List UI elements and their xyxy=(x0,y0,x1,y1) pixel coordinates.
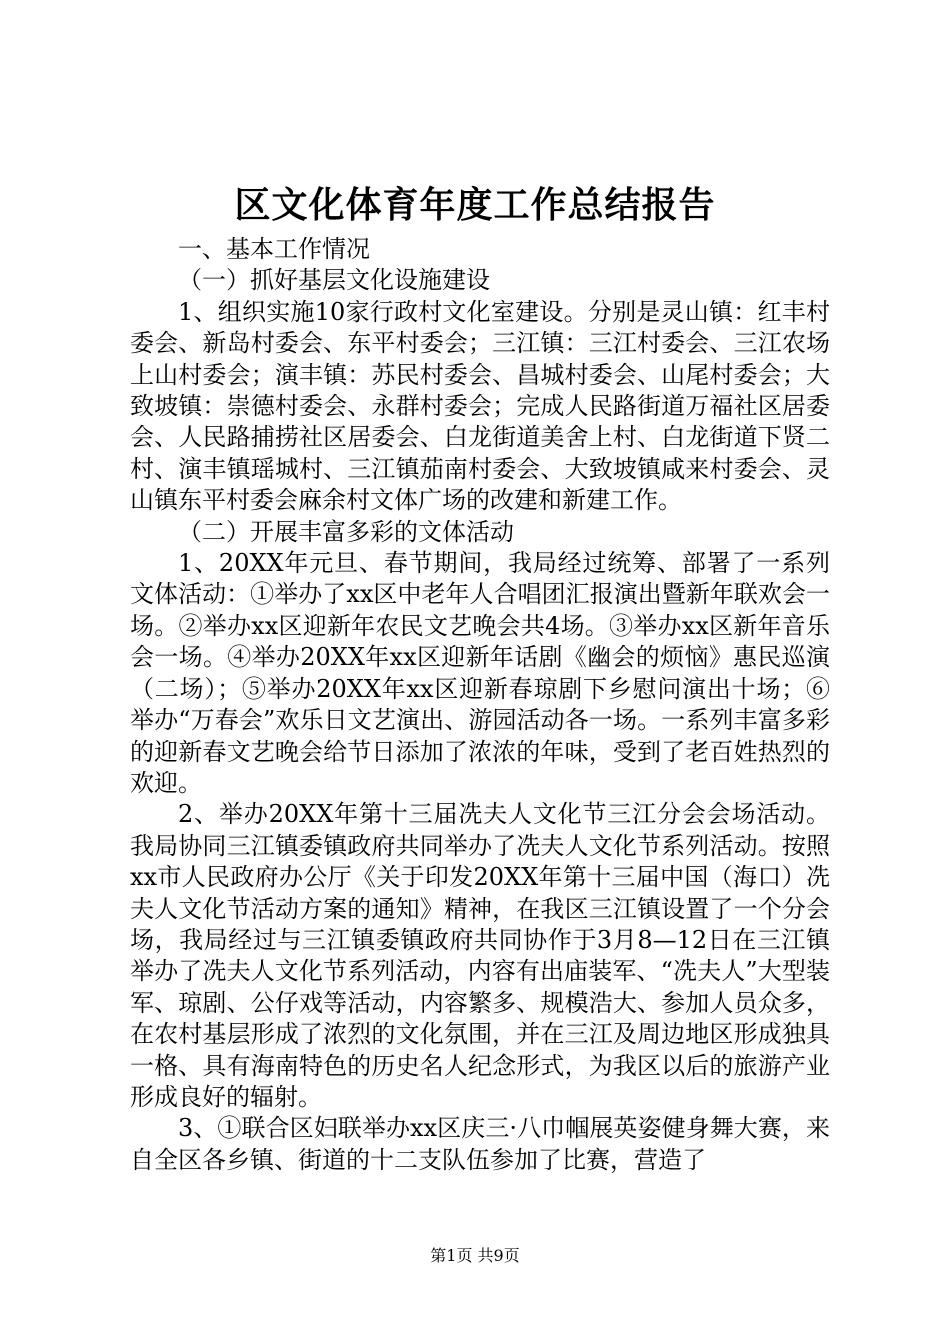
body-paragraph: 1、20XX年元旦、春节期间，我局经过统筹、部署了一系列文体活动：①举办了xx区中老年人合唱团汇报演出暨新年联欢会一场。②举办xx区迎新年农民文艺晚会共4场。③举办xx区新年音乐会一场。④举办20XX年xx区迎新年话剧《幽会的烦恼》惠民巡演（二场）；⑤举办20XX年xx区迎新春琼剧下乡慰问演出十场；⑥举办“万春会”欢乐日文艺演出、游园活动各一场。一系列丰富多彩的迎新春文艺晚会给节日添加了浓浓的年味，受到了老百姓热烈的欢迎。 xyxy=(130,549,830,797)
body-paragraph: 1、组织实施10家行政村文化室建设。分别是灵山镇：红丰村委会、新岛村委会、东平村委会；三江镇：三江村委会、三江农场上山村委会；演丰镇：苏民村委会、昌城村委会、山尾村委会；大致坡镇：崇德村委会、永群村委会；完成人民路街道万福社区居委会、人民路捕捞社区居委会、白龙街道美舍上村、白龙街道下贤二村、演丰镇瑶城村、三江镇茄南村委会、大致坡镇咸来村委会、灵山镇东平村委会麻余村文体广场的改建和新建工作。 xyxy=(130,297,830,515)
page-footer: 第1页 共9页 xyxy=(430,1246,520,1265)
body-paragraph: 3、①联合区妇联举办xx区庆三·八巾帼展英姿健身舞大赛，来自全区各乡镇、街道的十二支队伍参加了比赛，营造了 xyxy=(130,1114,830,1174)
section-heading: 一、基本工作情况 xyxy=(178,235,370,263)
subsection-heading: （一）抓好基层文化设施建设 xyxy=(178,266,490,295)
subsection-heading: （二）开展丰富多彩的文体活动 xyxy=(178,517,514,546)
document-body xyxy=(130,234,830,1176)
body-paragraph: 2、举办20XX年第十三届冼夫人文化节三江分会会场活动。我局协同三江镇委镇政府共同举办了冼夫人文化节系列活动。按照xx市人民政府办公厅《关于印发20XX年第十三届中国（海口）冼夫人文化节活动方案的通知》精神，在我区三江镇设置了一个分会场，我局经过与三江镇委镇政府共同协作于3月8—12日在三江镇举办了冼夫人文化节系列活动，内容有出庙装军、“冼夫人”大型装军、琼剧、公仔戏等活动，内容繁多、规模浩大、参加人员众多，在农村基层形成了浓烈的文化氛围，并在三江及周边地区形成独具一格、具有海南特色的历史名人纪念形式，为我区以后的旅游产业形成良好的辐射。 xyxy=(130,800,830,1111)
document-title: 区文化体育年度工作总结报告 xyxy=(234,184,716,226)
